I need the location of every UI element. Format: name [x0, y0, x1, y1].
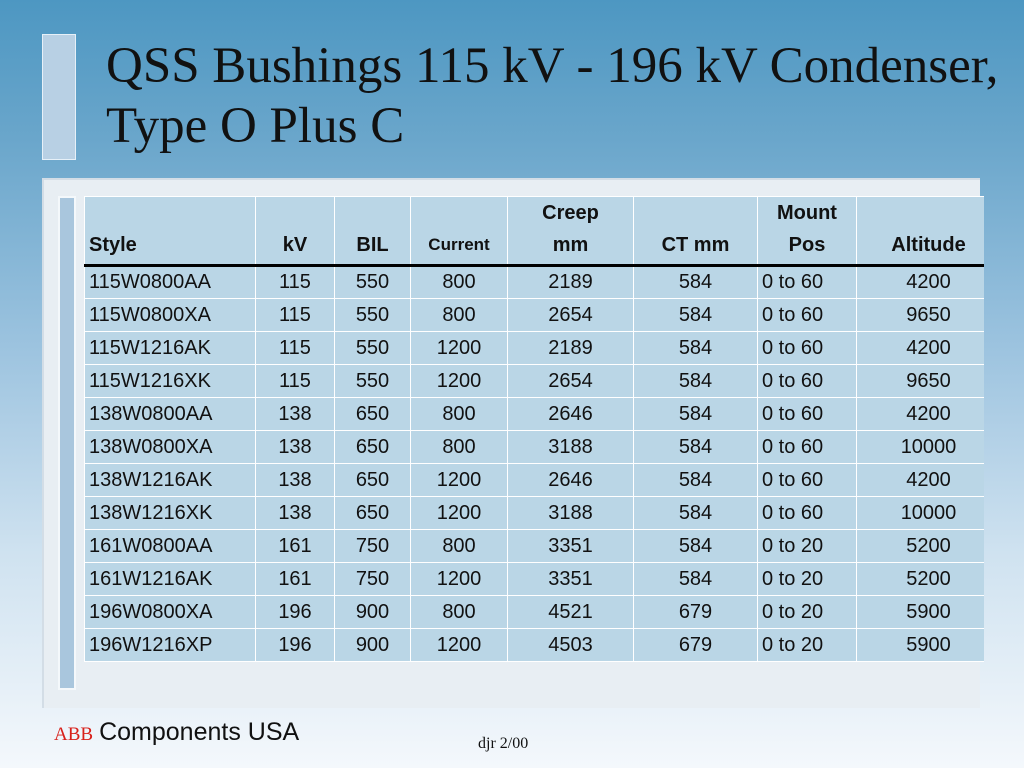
table-cell: 800: [411, 530, 508, 563]
table-cell: 161W1216AK: [85, 563, 256, 596]
table-cell: 5200: [857, 530, 985, 563]
table-cell: 1200: [411, 563, 508, 596]
table-cell: 5900: [857, 629, 985, 662]
header-current: Current: [411, 197, 508, 266]
table-cell: 138: [256, 464, 335, 497]
table-cell: 584: [634, 365, 758, 398]
table-row: [85, 596, 985, 629]
footer-brand: [54, 718, 299, 747]
footer-company: Components USA: [99, 718, 300, 746]
table-cell: 138: [256, 398, 335, 431]
abb-logo: ABB: [54, 724, 94, 745]
table-cell: 550: [335, 299, 411, 332]
table-cell: 138W1216AK: [85, 464, 256, 497]
table-cell: 4200: [857, 464, 985, 497]
table-cell: 0 to 20: [758, 596, 857, 629]
table-cell: 650: [335, 398, 411, 431]
table-cell: 584: [634, 398, 758, 431]
table-cell: 5200: [857, 563, 985, 596]
table-cell: 650: [335, 464, 411, 497]
table-cell: 2646: [508, 464, 634, 497]
table-cell: 2189: [508, 266, 634, 299]
table-cell: 584: [634, 464, 758, 497]
table-cell: 900: [335, 629, 411, 662]
table-cell: 679: [634, 596, 758, 629]
table-cell: 115W0800XA: [85, 299, 256, 332]
header-creep-mm: Creep mm: [508, 197, 634, 266]
table-cell: 750: [335, 563, 411, 596]
table-cell: 584: [634, 530, 758, 563]
table-cell: 196W1216XP: [85, 629, 256, 662]
header-ct-mm: CT mm: [634, 197, 758, 266]
table-cell: 0 to 60: [758, 431, 857, 464]
table-row: [85, 497, 985, 530]
table-cell: 115: [256, 332, 335, 365]
table-cell: 4200: [857, 332, 985, 365]
table-row: [85, 365, 985, 398]
table-body: [85, 266, 985, 662]
table-cell: 0 to 20: [758, 530, 857, 563]
table-row: [85, 431, 985, 464]
table-cell: 584: [634, 299, 758, 332]
table-cell: 584: [634, 497, 758, 530]
table-cell: 4503: [508, 629, 634, 662]
header-kv: kV: [256, 197, 335, 266]
bushings-table-wrapper: [84, 196, 984, 666]
table-cell: 0 to 60: [758, 464, 857, 497]
table-cell: 800: [411, 299, 508, 332]
table-row: [85, 266, 985, 299]
header-altitude: Altitude: [857, 197, 985, 266]
table-row: [85, 629, 985, 662]
table-cell: 0 to 60: [758, 299, 857, 332]
title-accent-bar: [42, 34, 76, 160]
table-cell: 650: [335, 431, 411, 464]
table-cell: 196: [256, 596, 335, 629]
table-cell: 0 to 60: [758, 332, 857, 365]
table-cell: 4200: [857, 398, 985, 431]
table-cell: 138W1216XK: [85, 497, 256, 530]
bushings-table: [84, 196, 984, 662]
header-bil: BIL: [335, 197, 411, 266]
table-cell: 3188: [508, 497, 634, 530]
table-cell: 2646: [508, 398, 634, 431]
header-mount-pos: Mount Pos: [758, 197, 857, 266]
table-cell: 2654: [508, 365, 634, 398]
table-cell: 1200: [411, 497, 508, 530]
table-cell: 10000: [857, 497, 985, 530]
table-cell: 2189: [508, 332, 634, 365]
table-cell: 584: [634, 332, 758, 365]
table-cell: 138: [256, 497, 335, 530]
table-cell: 0 to 20: [758, 563, 857, 596]
content-accent-bar: [58, 196, 76, 690]
table-cell: 138W0800AA: [85, 398, 256, 431]
table-cell: 800: [411, 431, 508, 464]
table-cell: 5900: [857, 596, 985, 629]
table-cell: 196: [256, 629, 335, 662]
table-row: [85, 398, 985, 431]
table-cell: 750: [335, 530, 411, 563]
table-cell: 0 to 60: [758, 365, 857, 398]
slide-title: QSS Bushings 115 kV - 196 kV Condenser, Type O Plus C: [106, 38, 999, 154]
table-cell: 584: [634, 563, 758, 596]
table-cell: 115W0800AA: [85, 266, 256, 299]
table-cell: 115W1216XK: [85, 365, 256, 398]
table-cell: 10000: [857, 431, 985, 464]
table-cell: 2654: [508, 299, 634, 332]
table-row: [85, 530, 985, 563]
table-cell: 584: [634, 266, 758, 299]
table-cell: 1200: [411, 629, 508, 662]
table-cell: 584: [634, 431, 758, 464]
table-cell: 9650: [857, 365, 985, 398]
table-cell: 3351: [508, 530, 634, 563]
table-cell: 161: [256, 530, 335, 563]
table-cell: 196W0800XA: [85, 596, 256, 629]
table-cell: 138W0800XA: [85, 431, 256, 464]
table-cell: 800: [411, 398, 508, 431]
footer-note: djr 2/00: [478, 735, 529, 752]
table-cell: 0 to 60: [758, 266, 857, 299]
table-cell: 3351: [508, 563, 634, 596]
table-cell: 1200: [411, 365, 508, 398]
table-row: [85, 299, 985, 332]
table-cell: 900: [335, 596, 411, 629]
table-cell: 1200: [411, 464, 508, 497]
table-row: [85, 464, 985, 497]
table-cell: 115: [256, 266, 335, 299]
table-row: [85, 563, 985, 596]
table-cell: 550: [335, 266, 411, 299]
table-cell: 161: [256, 563, 335, 596]
table-header-row: [85, 197, 985, 266]
table-cell: 550: [335, 365, 411, 398]
table-cell: 9650: [857, 299, 985, 332]
table-cell: 115: [256, 299, 335, 332]
table-cell: 1200: [411, 332, 508, 365]
table-cell: 800: [411, 596, 508, 629]
table-cell: 0 to 20: [758, 629, 857, 662]
table-cell: 800: [411, 266, 508, 299]
table-cell: 3188: [508, 431, 634, 464]
table-row: [85, 332, 985, 365]
table-cell: 4200: [857, 266, 985, 299]
table-cell: 115: [256, 365, 335, 398]
table-cell: 161W0800AA: [85, 530, 256, 563]
header-style: Style: [85, 197, 256, 266]
table-cell: 138: [256, 431, 335, 464]
table-cell: 115W1216AK: [85, 332, 256, 365]
table-cell: 0 to 60: [758, 497, 857, 530]
table-cell: 650: [335, 497, 411, 530]
table-cell: 550: [335, 332, 411, 365]
table-cell: 0 to 60: [758, 398, 857, 431]
table-cell: 679: [634, 629, 758, 662]
table-cell: 4521: [508, 596, 634, 629]
